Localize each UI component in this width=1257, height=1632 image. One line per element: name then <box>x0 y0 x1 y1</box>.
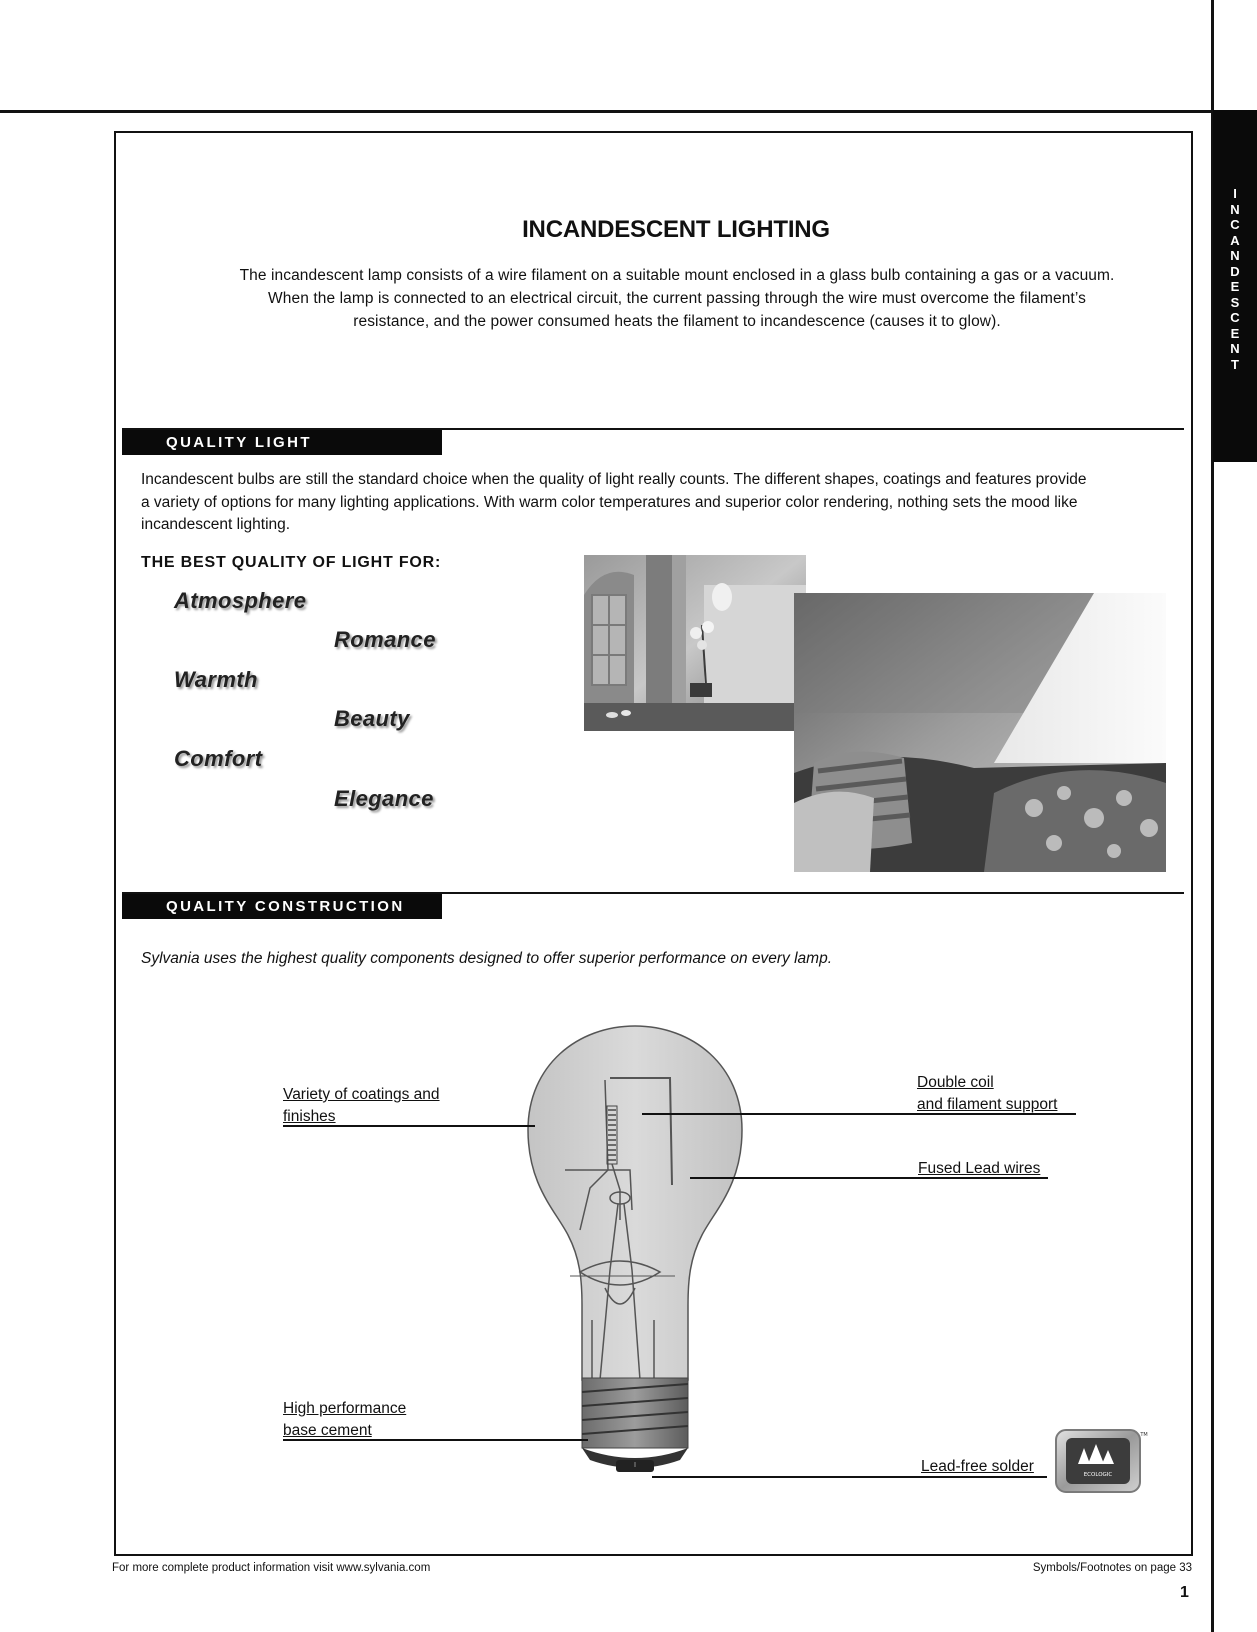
side-tab-letter: A <box>1230 232 1240 248</box>
svg-text:ECOLOGIC: ECOLOGIC <box>1083 1472 1113 1478</box>
section-heading-quality-construction: QUALITY CONSTRUCTION <box>122 894 442 919</box>
lamp-sofa-photo <box>794 593 1166 872</box>
svg-text:TM: TM <box>1140 1432 1148 1438</box>
callout-double-coil: Double coil and filament support <box>917 1074 1058 1113</box>
quality-word-beauty: Beauty <box>334 706 410 731</box>
callout-fused-leads: Fused Lead wires <box>918 1160 1041 1177</box>
intro-line: The incandescent lamp consists of a wire filament on a suitable mount enclosed in a glass bulb containing a gas or a vacuum. <box>239 267 1115 284</box>
quality-word-comfort: Comfort <box>174 746 263 771</box>
section-heading-quality-light: QUALITY LIGHT <box>122 430 442 455</box>
leader-coatings <box>283 1125 535 1127</box>
page-title: INCANDESCENT LIGHTING <box>522 216 830 243</box>
intro-paragraph <box>170 264 1184 333</box>
paragraph-line: a variety of options for many lighting applications. With warm color temperatures and superior color rendering, nothing sets the mood like <box>141 493 1078 511</box>
leader-solder <box>652 1476 1047 1478</box>
side-tab-letter: N <box>1230 201 1240 217</box>
footer-website-note: For more complete product information visit www.sylvania.com <box>112 1562 431 1574</box>
side-tab-letter: S <box>1230 294 1240 310</box>
callout-coatings: Variety of coatings and finishes <box>283 1086 440 1125</box>
quality-word-romance: Romance <box>334 627 436 652</box>
best-quality-heading: THE BEST QUALITY OF LIGHT FOR: <box>141 554 442 571</box>
side-tab-letter: T <box>1231 356 1239 372</box>
intro-line: resistance, and the power consumed heats the filament to incandescence (causes it to glow). <box>353 313 1001 330</box>
side-tab-letter: C <box>1230 217 1240 232</box>
leader-fused-leads <box>690 1177 1048 1179</box>
side-tab-letter: D <box>1230 263 1240 279</box>
quality-word-warmth: Warmth <box>174 667 258 692</box>
ecologic-logo <box>1054 1426 1150 1496</box>
paragraph-line: Incandescent bulbs are still the standard choice when the quality of light really counts. The different shapes, coatings and features provide <box>141 471 1087 488</box>
callout-solder: Lead-free solder <box>921 1458 1034 1475</box>
side-tab-letter: I <box>1233 186 1237 201</box>
leader-double-coil <box>642 1113 1076 1115</box>
side-tab-letter: N <box>1230 341 1240 356</box>
side-tab-letter: E <box>1230 279 1240 294</box>
intro-line: When the lamp is connected to an electrical circuit, the current passing through the wire must overcome the filament’s <box>268 290 1086 307</box>
quality-word-atmosphere: Atmosphere <box>174 588 307 613</box>
callout-base-cement: High performance base cement <box>283 1400 407 1439</box>
light-bulb-diagram <box>520 1020 750 1480</box>
side-tab-incandescent[interactable] <box>1213 110 1257 462</box>
side-tab-letter: C <box>1230 310 1240 325</box>
side-tab-letter: E <box>1230 325 1240 341</box>
paragraph-line: incandescent lighting. <box>141 516 291 533</box>
footer-symbols-note: Symbols/Footnotes on page 33 <box>1032 1562 1192 1574</box>
side-tab-letter: N <box>1230 248 1240 263</box>
quality-word-elegance: Elegance <box>334 786 434 811</box>
quality-light-paragraph <box>141 469 1181 537</box>
top-rule <box>0 110 1213 113</box>
room-interior-photo <box>584 555 806 731</box>
leader-base-cement <box>283 1439 588 1441</box>
construction-tagline: Sylvania uses the highest quality components designed to offer superior performance on every lamp. <box>141 950 832 967</box>
page-number: 1 <box>1180 1584 1189 1601</box>
side-tab-label <box>1213 186 1257 372</box>
